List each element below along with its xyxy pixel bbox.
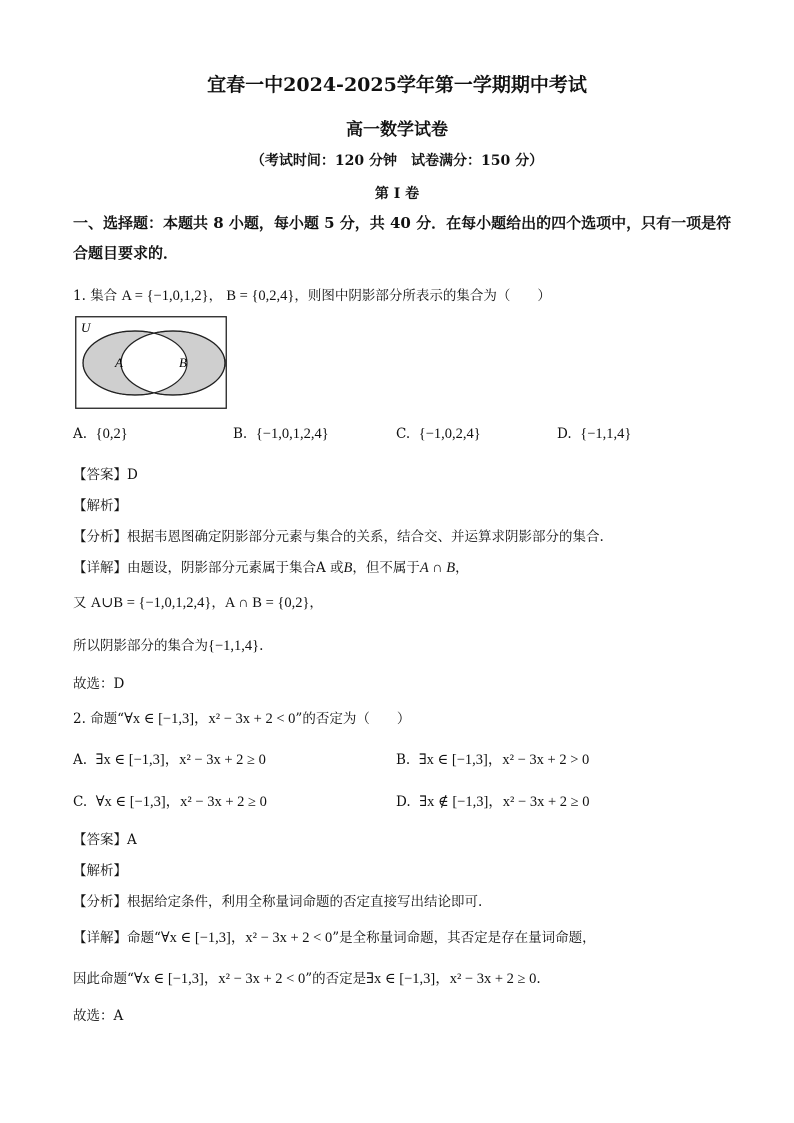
solution-line-3: 所以阴影部分的集合为{−1,1,4}. — [73, 638, 264, 654]
set-b: B = {0,2,4} — [226, 288, 295, 304]
universe-label: U — [81, 320, 91, 335]
option-d: D. {−1,1,4} — [557, 426, 632, 442]
analysis-heading: 【解析】 — [73, 863, 127, 879]
answer-line: 【答案】D — [73, 467, 138, 483]
detailed-solution: 【详解】命题“∀x ∈ [−1,3]，x² − 3x + 2 < 0”是全称量词命题，其否定是存在量词命题， — [73, 930, 596, 946]
paper-subtitle: 高一数学试卷 — [346, 120, 448, 140]
option-b: B. {−1,0,1,2,4} — [233, 426, 329, 442]
option-a: A. {0,2} — [73, 426, 128, 442]
option-d: D. ∃x ∉ [−1,3]，x² − 3x + 2 ≥ 0 — [396, 794, 590, 810]
exam-title: 宜春一中2024-2025学年第一学期期中考试 — [207, 74, 587, 96]
set-a: A = {−1,0,1,2} — [121, 288, 209, 304]
question-text: 集合 — [90, 288, 118, 304]
option-c: C. ∀x ∈ [−1,3]，x² − 3x + 2 ≥ 0 — [73, 794, 267, 810]
analysis-heading: 【解析】 — [73, 498, 127, 514]
question-1-stem — [73, 284, 551, 305]
answer-line: 【答案】A — [73, 832, 137, 848]
option-c: C. {−1,0,2,4} — [396, 426, 481, 442]
final-choice: 故选：A — [73, 1008, 124, 1024]
option-a: A. ∃x ∈ [−1,3]，x² − 3x + 2 ≥ 0 — [73, 752, 266, 768]
set-a-label: A — [115, 355, 123, 370]
punct: ， — [208, 288, 223, 304]
analysis-summary: 【分析】根据韦恩图确定阴影部分元素与集合的关系，结合交、并运算求阴影部分的集合. — [73, 529, 604, 545]
analysis-summary: 【分析】根据给定条件，利用全称量词命题的否定直接写出结论即可. — [73, 894, 483, 910]
venn-diagram-svg — [75, 316, 227, 409]
part-label: 第 I 卷 — [374, 186, 420, 202]
option-b: B. ∃x ∈ [−1,3]，x² − 3x + 2 > 0 — [396, 752, 590, 768]
solution-line-2: 又 A∪B = {−1,0,1,2,4}，A ∩ B = {0,2}， — [73, 595, 323, 611]
final-choice: 故选：D — [73, 676, 125, 692]
section-instructions: 一、选择题：本题共 8 小题，每小题 5 分，共 40 分．在每小题给出的四个选项中，只有一项是符合题目要求的． — [73, 214, 732, 262]
exam-info: （考试时间：120 分钟 试卷满分：150 分） — [250, 153, 544, 169]
question-2-stem: 2. 命题“∀x ∈ [−1,3]，x² − 3x + 2 < 0”的否定为（ ） — [73, 711, 411, 727]
detailed-solution: 【详解】由题设，阴影部分元素属于集合A 或B，但不属于A ∩ B， — [73, 560, 469, 576]
question-number: 1. — [73, 288, 86, 304]
set-b-label: B — [179, 355, 187, 370]
solution-line-2: 因此命题“∀x ∈ [−1,3]，x² − 3x + 2 < 0”的否定是∃x ∈ [−1,3]，x² − 3x + 2 ≥ 0. — [73, 971, 541, 987]
question-text: ，则图中阴影部分所表示的集合为（ ） — [294, 288, 551, 304]
venn-diagram — [75, 316, 227, 409]
